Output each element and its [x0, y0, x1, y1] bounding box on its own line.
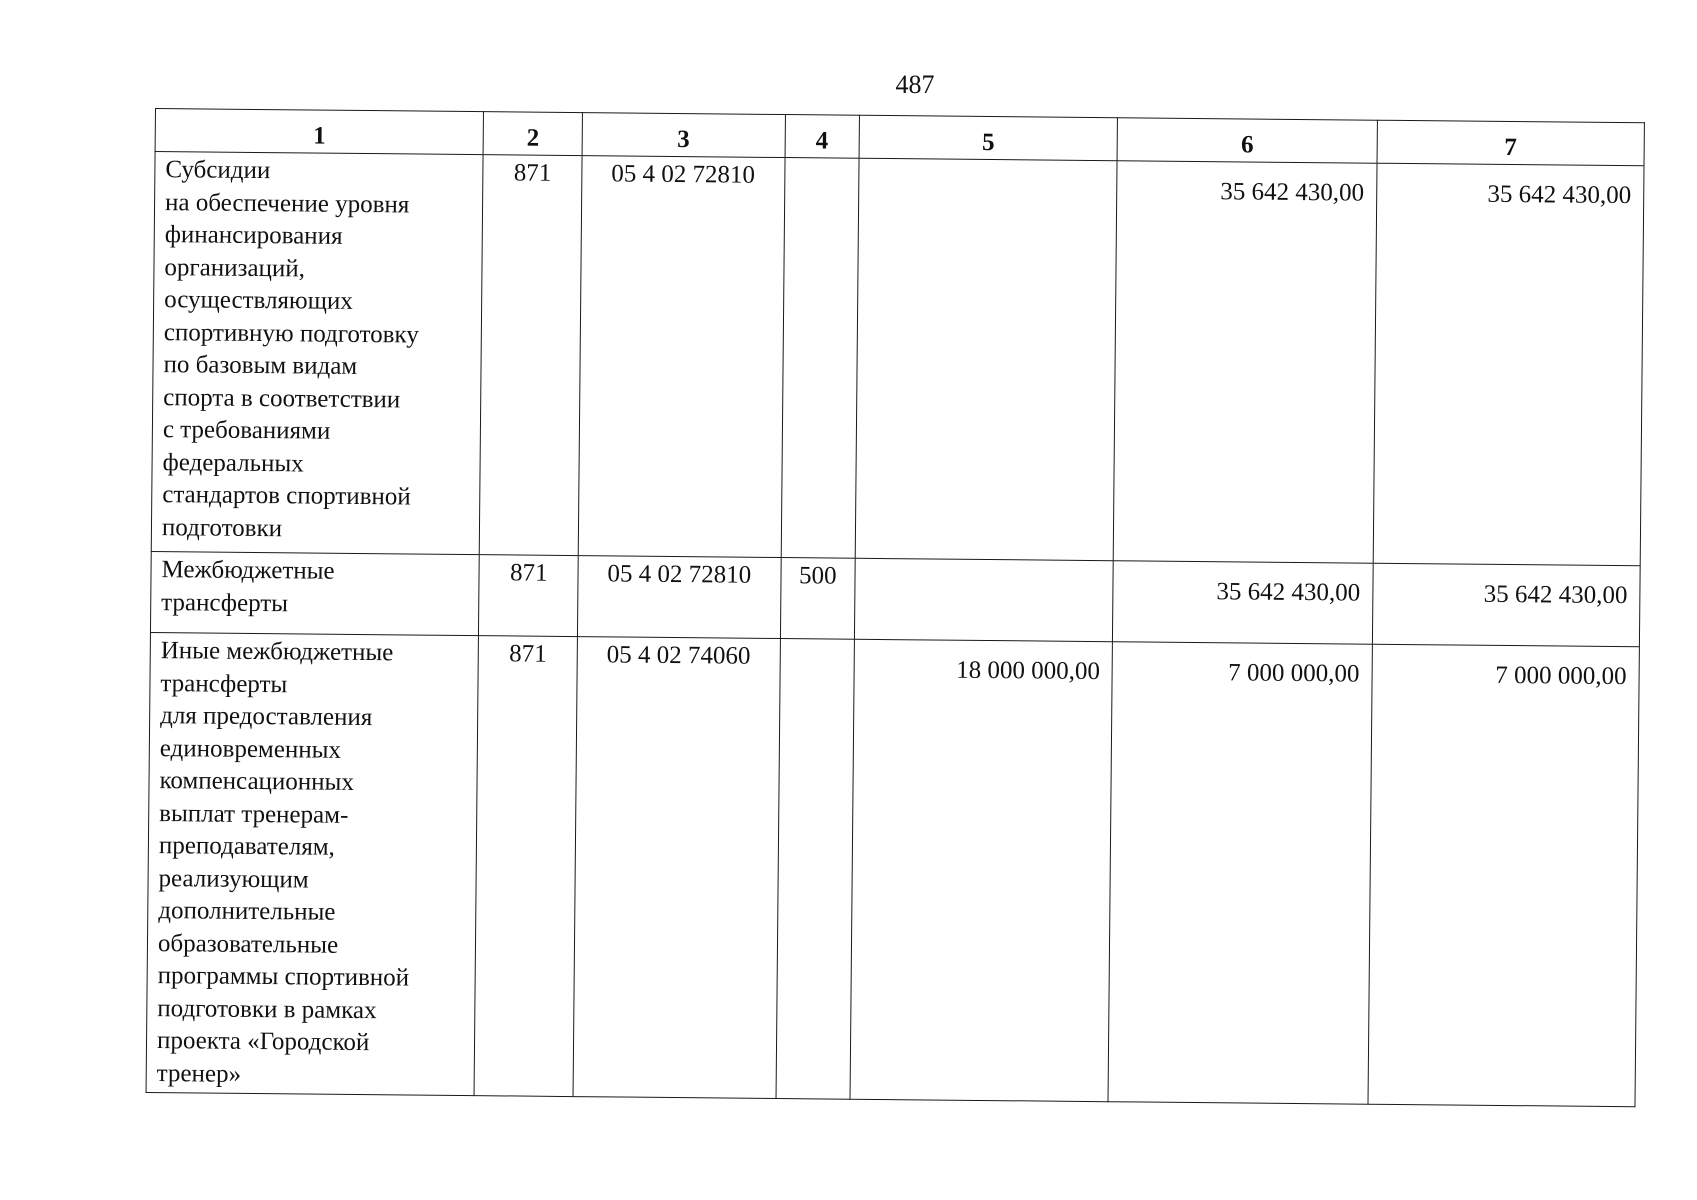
row-name-line: выплат тренерам-: [159, 799, 349, 829]
row-name-line: подготовки: [161, 513, 283, 542]
row-name-line: реализующим: [158, 864, 309, 894]
row-name-line: программы спортивной: [157, 962, 410, 992]
row-name-line: Иные межбюджетные: [160, 637, 394, 667]
header-col-4: 4: [785, 115, 860, 159]
budget-table: [146, 108, 1645, 1107]
row-name-line: по базовым видам: [163, 351, 358, 380]
header-col-7: 7: [1377, 120, 1645, 166]
header-col-6: 6: [1117, 118, 1377, 163]
amount-col6-cell: 35 642 430,00: [1114, 161, 1377, 563]
row-name-line: компенсационных: [159, 767, 355, 796]
row-name-line: стандартов спортивной: [162, 481, 411, 511]
page-number: 487: [895, 70, 935, 99]
header-col-3: 3: [582, 113, 785, 158]
row-name-line: проекта «Городской: [156, 1027, 370, 1057]
target-article-cell: 05 4 02 72810: [578, 156, 784, 558]
row-name-cell: [151, 152, 483, 555]
target-article-cell: 05 4 02 72810: [577, 556, 780, 639]
department-code-cell: 871: [480, 155, 582, 556]
row-name-line: для предоставления: [160, 702, 373, 732]
budget-table-wrapper: [146, 108, 1645, 1107]
row-name-line: осуществляющих: [164, 286, 353, 315]
amount-col6-cell: 7 000 000,00: [1108, 642, 1372, 1104]
row-name-line: подготовки в рамках: [157, 994, 377, 1024]
row-name-line: федеральных: [162, 448, 304, 477]
amount-col5-cell: [854, 558, 1113, 641]
row-name-line: тренер»: [156, 1059, 242, 1088]
table-row: [150, 551, 1640, 646]
amount-col7-cell: 35 642 430,00: [1372, 563, 1640, 647]
table-row: [151, 152, 1644, 566]
amount-col6-cell: 35 642 430,00: [1113, 561, 1373, 644]
row-name-line: трансферты: [160, 669, 288, 698]
row-name-line: Межбюджетные: [161, 556, 335, 585]
amount-col7-cell: 35 642 430,00: [1373, 163, 1644, 566]
department-code-cell: 871: [474, 636, 577, 1097]
amount-col5-cell: 18 000 000,00: [850, 639, 1113, 1101]
row-name-cell: [146, 632, 479, 1095]
target-article-cell: 05 4 02 74060: [573, 637, 780, 1099]
row-name-line: финансирования: [164, 221, 343, 250]
table-row: [146, 632, 1639, 1106]
row-name-line: спортивную подготовку: [163, 318, 419, 349]
row-name-line: Субсидии: [165, 156, 271, 185]
department-code-cell: 871: [479, 555, 578, 637]
expense-type-cell: [781, 158, 859, 559]
expense-type-cell: [776, 639, 855, 1100]
row-name-cell: [150, 551, 479, 635]
row-name-line: дополнительные: [158, 897, 336, 926]
row-name-line: с требованиями: [162, 416, 331, 445]
row-name-line: трансферты: [161, 588, 289, 617]
amount-col5-cell: [855, 158, 1117, 560]
header-col-5: 5: [859, 115, 1118, 160]
expense-type-cell: 500: [780, 558, 855, 640]
row-name-line: образовательные: [157, 929, 339, 959]
row-name-line: на обеспечение уровня: [164, 188, 410, 218]
row-name-line: единовременных: [159, 734, 342, 764]
amount-col7-cell: 7 000 000,00: [1368, 644, 1640, 1107]
row-name-line: спорта в соответствии: [163, 383, 401, 413]
row-name-line: преподавателям,: [158, 832, 335, 861]
header-col-1: 1: [155, 109, 484, 155]
header-col-2: 2: [484, 112, 583, 156]
row-name-line: организаций,: [164, 253, 306, 282]
